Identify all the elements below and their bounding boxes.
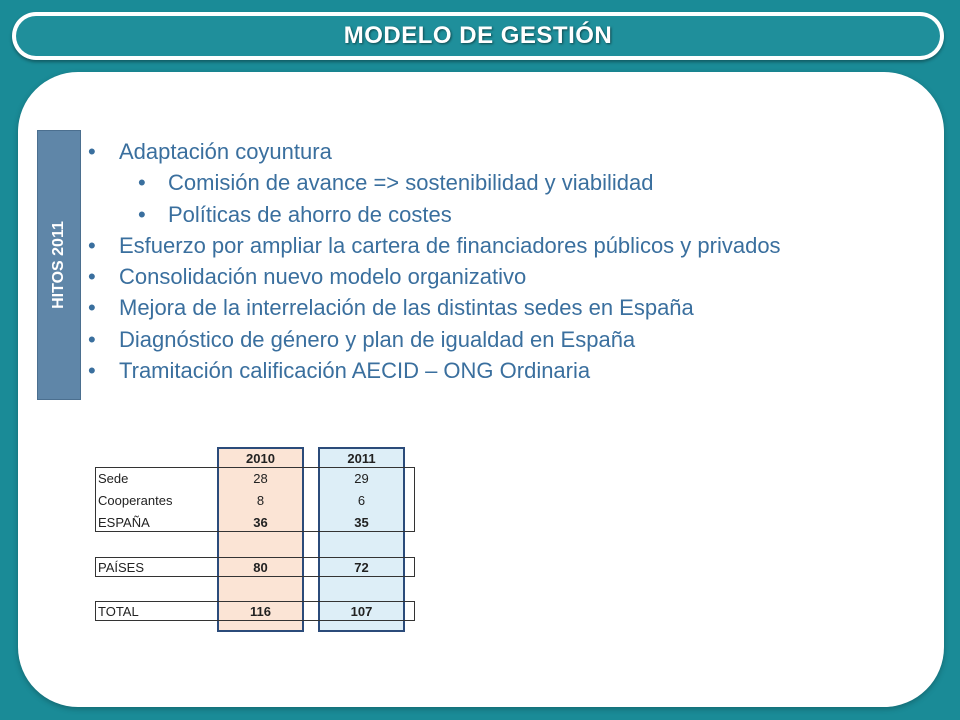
row-label-cooperantes: Cooperantes [98,493,173,508]
sub-bullet-item: • Políticas de ahorro de costes [138,201,452,227]
side-tab [37,130,81,400]
cell-total-2011: 107 [350,604,373,619]
header-2010: 2010 [246,451,275,466]
bullet-list [88,136,948,386]
bullet-item: • Diagnóstico de género y plan de igualdad en España [88,326,636,352]
title-inner [16,16,940,56]
bullet-item: • Tramitación calificación AECID – ONG Ordinaria [88,358,591,384]
title-bar [12,12,944,60]
cell-espana-2011: 35 [354,515,369,530]
side-tab-label: HITOS 2011 [50,221,67,309]
cell-cooperantes-2011: 6 [357,493,366,508]
cell-espana-2010: 36 [253,515,268,530]
cell-total-2010: 116 [250,604,271,619]
cell-cooperantes-2010: 8 [256,493,265,508]
bullet-item: • Consolidación nuevo modelo organizativo [88,264,527,290]
row-label-sede: Sede [98,471,129,486]
sub-bullet-item: • Comisión de avance => sostenibilidad y viabilidad [138,170,654,196]
row-label-total: TOTAL [98,604,139,619]
staff-table [95,445,415,625]
page-title: MODELO DE GESTIÓN [343,22,613,49]
cell-sede-2010: 28 [253,471,268,486]
cell-sede-2011: 29 [354,471,369,486]
bullet-item: • Mejora de la interrelación de las distintas sedes en España [88,295,694,321]
cell-paises-2010: 80 [253,560,268,575]
row-label-paises: PAÍSES [98,560,145,575]
header-2011: 2011 [347,451,376,466]
bullet-item: • Esfuerzo por ampliar la cartera de financiadores públicos y privados [88,232,781,258]
row-label-espana: ESPAÑA [98,515,150,530]
cell-paises-2011: 72 [354,560,369,575]
bullet-item: • Adaptación coyuntura [88,139,332,164]
